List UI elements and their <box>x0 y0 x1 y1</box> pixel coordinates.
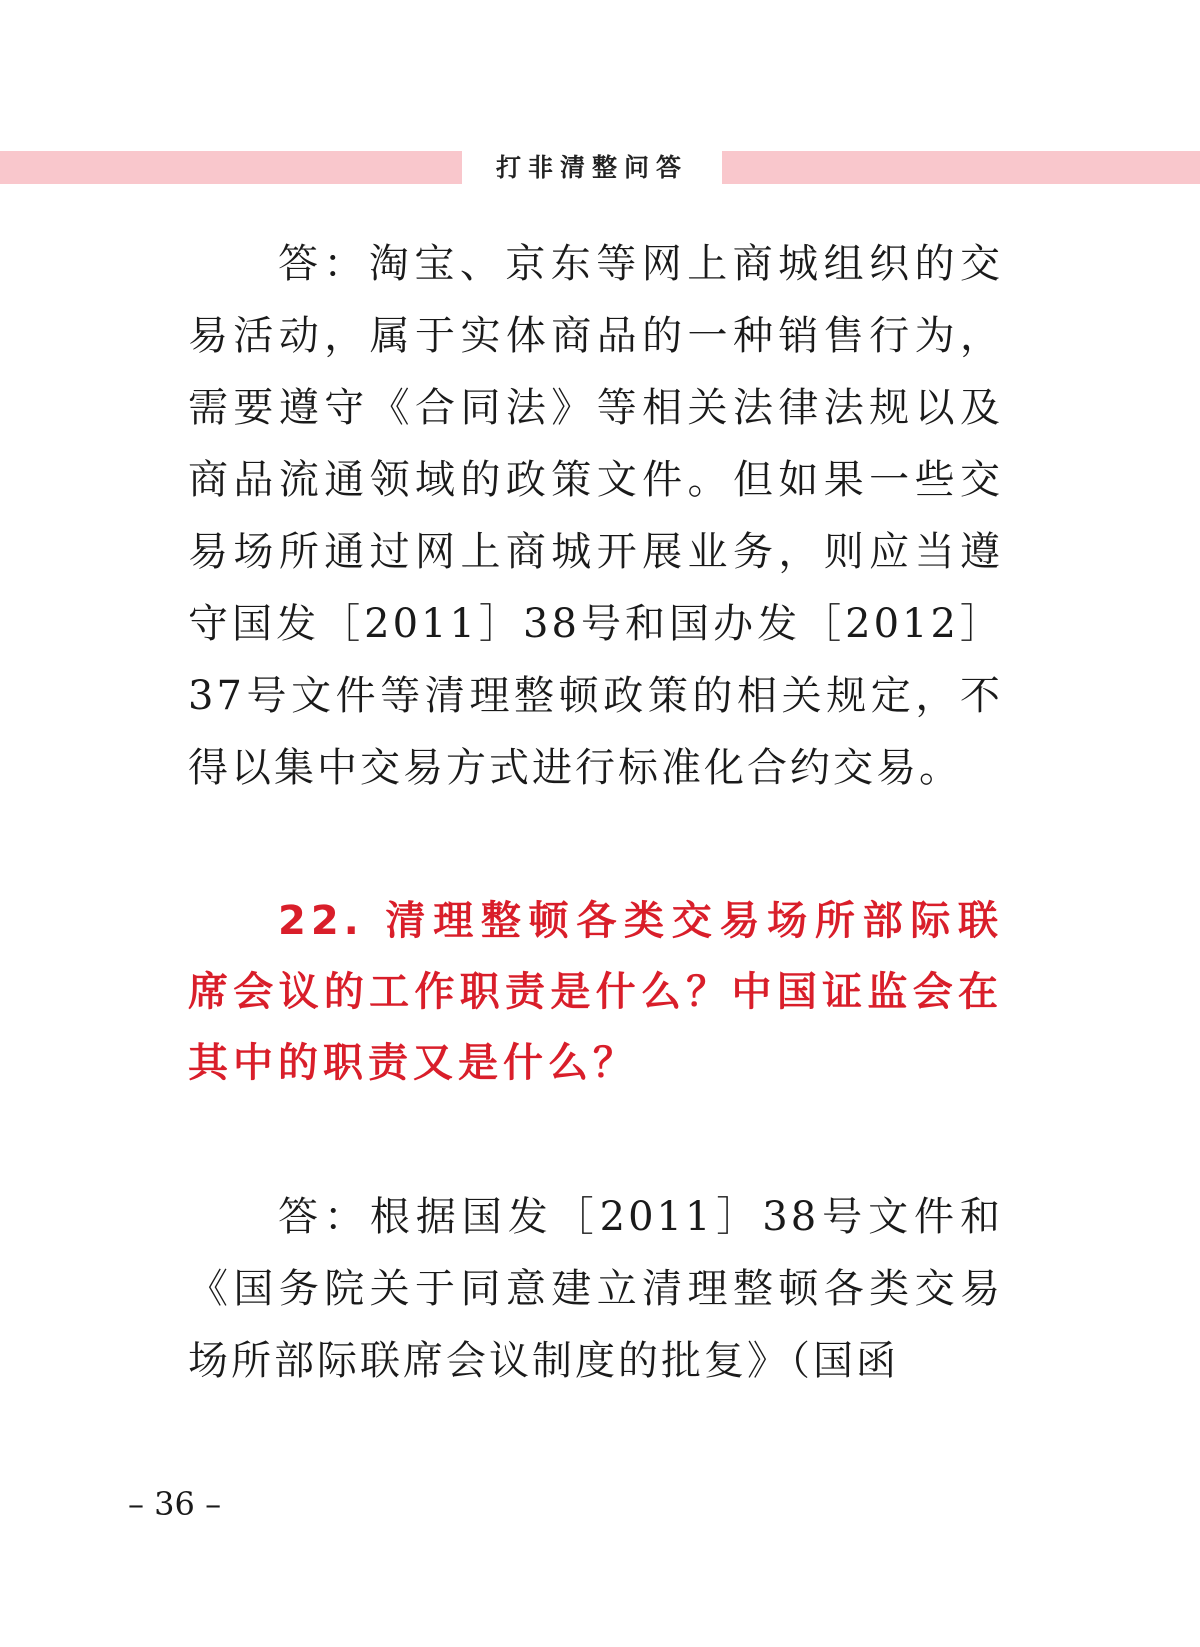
header-title-box <box>462 151 722 184</box>
header-band-right <box>722 151 1200 184</box>
header-band-left <box>0 151 462 184</box>
running-header-title: 打非清整问答 <box>495 153 688 182</box>
page-number: – 36 – <box>128 1485 222 1523</box>
page-body <box>188 228 1003 1397</box>
answer-paragraph-1: 答：淘宝、京东等网上商城组织的交易活动，属于实体商品的一种销售行为，需要遵守《合同法》等相关法律法规以及商品流通领域的政策文件。但如果一些交易场所通过网上商城开展业务，则应当遵守国发［2011］38号和国办发［2012］37号文件等清理整顿政策的相关规定，不得以集中交易方式进行标准化合约交易。 <box>188 241 1003 791</box>
question-heading-22: 22. 清理整顿各类交易场所部际联席会议的工作职责是什么？中国证监会在其中的职责又是什么？ <box>188 898 1003 1086</box>
answer-paragraph-2: 答：根据国发［2011］38号文件和《国务院关于同意建立清理整顿各类交易场所部际联席会议制度的批复》（国函 <box>188 1194 1003 1384</box>
page-header <box>0 151 1200 184</box>
